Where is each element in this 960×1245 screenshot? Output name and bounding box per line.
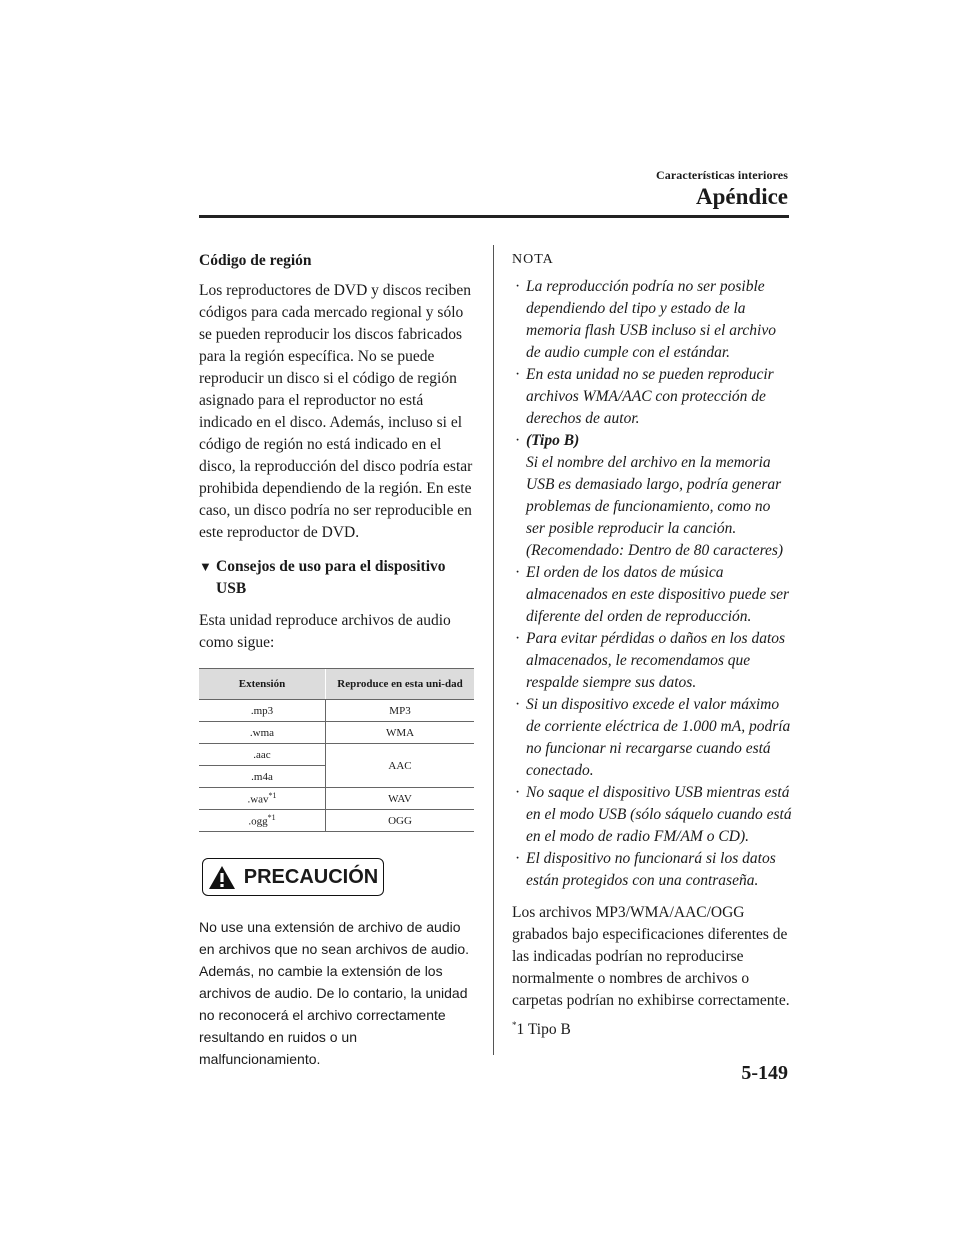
table-row <box>199 722 474 744</box>
table-row <box>199 744 474 766</box>
caution-text: No use una extensión de archivo de audio en archivos que no sean archivos de audio. Además, no cambie la extensión de los archivos de audio. De lo contario, la unidad no reconocerá el archivo correctamente resultando en ruidos o un malfuncionamiento. <box>199 919 470 1067</box>
note-list <box>512 276 792 892</box>
table-row <box>199 788 474 810</box>
footnote-ref: *1 <box>268 791 277 801</box>
section-title: Características interiores <box>656 168 788 182</box>
ext-label: .ogg <box>248 815 268 828</box>
table-cell-format: MP3 <box>326 700 475 722</box>
left-column <box>199 252 475 1070</box>
usb-tips-heading-text: Consejos de uso para el dispositivo USB <box>216 558 446 597</box>
list-item: · En esta unidad no se pueden reproducir archivos WMA/AAC con protección de derechos de autor. <box>515 366 774 427</box>
caution-badge <box>202 858 384 896</box>
table-cell-ext: .mp3 <box>199 700 326 722</box>
list-item: · Si un dispositivo excede el valor máximo de corriente eléctrica de 1.000 mA, podría no funcionar ni recargarse cuando está conectado. <box>515 696 791 779</box>
note-text: En esta unidad no se pueden reproducir archivos WMA/AAC con protección de derechos de autor. <box>526 366 774 427</box>
footnote-text: 1 Tipo B <box>516 1021 571 1039</box>
table-cell-ext: .m4a <box>199 766 326 788</box>
table-header-extension: Extensión <box>199 669 326 700</box>
audio-format-table <box>199 668 474 832</box>
table-cell-format: WAV <box>326 788 475 810</box>
ext-label: .wav <box>247 793 269 806</box>
header-rule <box>199 215 789 218</box>
note-text: Si el nombre del archivo en la memoria USB es demasiado largo, podría generar problemas de funcionamiento, como no ser posible reproducir la canción. <box>526 454 782 537</box>
note-text: Si un dispositivo excede el valor máximo de corriente eléctrica de 1.000 mA, podría no funcionar ni recargarse cuando está conectado. <box>526 696 791 779</box>
table-cell-format: WMA <box>326 722 475 744</box>
table-cell-ext: .aac <box>199 744 326 766</box>
warning-icon <box>208 865 236 890</box>
triangle-down-icon: ▼ <box>199 559 212 574</box>
note-text: El dispositivo no funcionará si los datos están protegidos con una contraseña. <box>526 850 776 889</box>
note-text: El orden de los datos de música almacenados en este dispositivo puede ser diferente del orden de reproducción. <box>526 564 790 625</box>
table-cell-ext: .wma <box>199 722 326 744</box>
table-row <box>199 810 474 832</box>
footnote-mark: * <box>512 1020 517 1030</box>
list-item: · La reproducción podría no ser posible dependiendo del tipo y estado de la memoria flash USB incluso si el archivo de audio cumple con el estándar. <box>515 278 776 361</box>
footnote-ref: *1 <box>267 813 276 823</box>
table-cell-ext <box>199 810 326 832</box>
table-cell-format: AAC <box>326 744 475 788</box>
list-item: · No saque el dispositivo USB mientras está en el modo USB (sólo sáquelo cuando está en el modo de radio FM/AM o CD). <box>515 784 792 845</box>
region-code-text: Los reproductores de DVD y discos reciben códigos para cada mercado regional y sólo se pueden reproducir los discos fabricados para la región específica. No se puede reproducir un disco si el código de región asignado para el reproductor no está indicado en el disco. Además, incluso si el código de región no está indicado en el disco, la reproducción del disco podría estar prohibida dependiendo de la región. En este caso, un disco podría no ser reproducible en este reproductor de DVD. <box>199 282 473 541</box>
table-header-playback: Reproduce en esta uni-dad <box>326 669 475 700</box>
list-item: · El dispositivo no funcionará si los datos están protegidos con una contraseña. <box>515 850 776 889</box>
page-number: 5-149 <box>741 1062 788 1084</box>
column-divider <box>493 245 494 1055</box>
list-item: · El orden de los datos de música almacenados en este dispositivo puede ser diferente del orden de reproducción. <box>515 564 790 625</box>
closing-text: Los archivos MP3/WMA/AAC/OGG grabados bajo especificaciones diferentes de las indicadas podrían no reproducirse normalmente o nombres de archivos o carpetas podrían no exhibirse correctamente. <box>512 904 790 1009</box>
note-text: No saque el dispositivo USB mientras está en el modo USB (sólo sáquelo cuando está en el modo de radio FM/AM o CD). <box>526 784 792 845</box>
note-extra: (Recomendado: Dentro de 80 caracteres) <box>526 542 784 559</box>
chapter-title: Apéndice <box>696 184 788 209</box>
note-bold: (Tipo B) <box>526 432 580 449</box>
note-text: La reproducción podría no ser posible dependiendo del tipo y estado de la memoria flash USB incluso si el archivo de audio cumple con el estándar. <box>526 278 776 361</box>
table-row <box>199 700 474 722</box>
footnote <box>512 1014 792 1041</box>
table-cell-ext <box>199 788 326 810</box>
right-column <box>512 252 792 1041</box>
usb-intro-text: Esta unidad reproduce archivos de audio como sigue: <box>199 612 451 651</box>
note-title: NOTA <box>512 252 554 267</box>
list-item: · (Tipo B) Si el nombre del archivo en la memoria USB es demasiado largo, podría generar problemas de funcionamiento, como no ser posible reproducir la canción. (Recomendado: Dentro de 80 caracteres) <box>515 432 784 559</box>
usb-tips-heading <box>199 556 475 600</box>
caution-label: PRECAUCIÓN <box>243 865 379 888</box>
list-item: · Para evitar pérdidas o daños en los datos almacenados, le recomendamos que respalde siempre sus datos. <box>515 630 786 691</box>
note-text: Para evitar pérdidas o daños en los datos almacenados, le recomendamos que respalde siempre sus datos. <box>526 630 786 691</box>
table-cell-format: OGG <box>326 810 475 832</box>
region-code-heading: Código de región <box>199 252 312 269</box>
